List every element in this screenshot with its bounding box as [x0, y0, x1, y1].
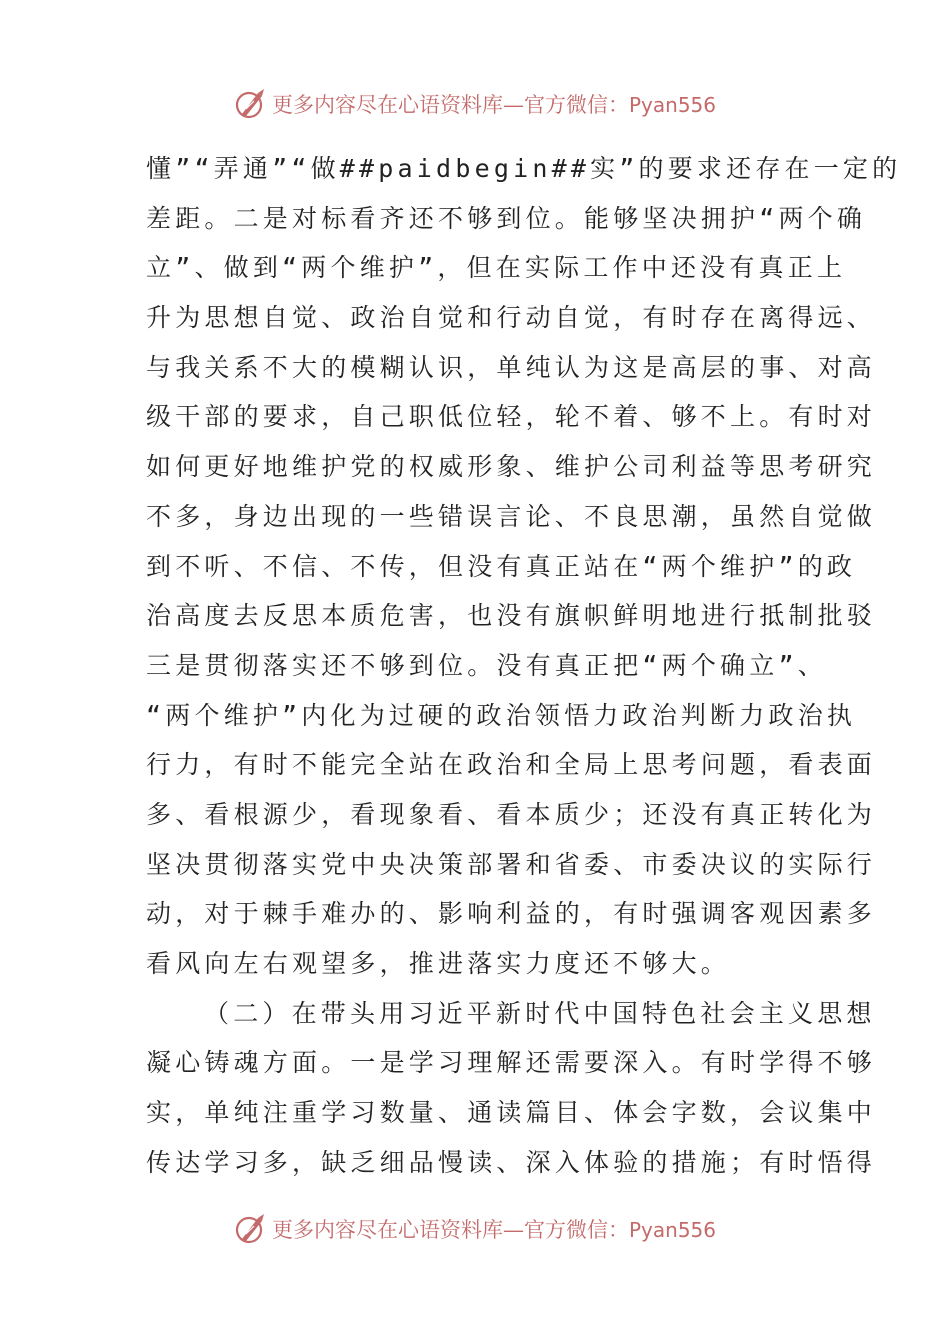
text-line: 多、看根源少，看现象看、看本质少；还没有真正转化为: [146, 799, 877, 829]
banner-handle: Pyan556: [628, 93, 716, 117]
text-line: 行力，有时不能完全站在政治和全局上思考问题，看表面: [146, 750, 877, 780]
text-line: 不多，身边出现的一些错误言论、不良思潮，虽然自觉做: [146, 501, 877, 531]
text-line: 级干部的要求，自己职低位轻，轮不着、够不上。有时对: [146, 402, 877, 432]
banner-handle: Pyan556: [628, 1218, 716, 1242]
text-line: 懂”“弄通”“做##paidbegin##实”的要求还存在一定的: [146, 154, 902, 183]
text-line: 传达学习多，缺乏细品慢读、深入体验的措施；有时悟得: [146, 1147, 877, 1177]
body-text: [146, 144, 902, 1187]
text-line: 治高度去反思本质危害，也没有旗帜鲜明地进行抵制批驳: [146, 601, 877, 631]
text-line: “两个维护”内化为过硬的政治领悟力政治判断力政治执: [146, 700, 857, 730]
text-line: 坚决贯彻落实党中央决策部署和省委、市委决议的实际行: [146, 849, 877, 879]
text-line: 到不听、不信、不传，但没有真正站在“两个维护”的政: [146, 551, 857, 581]
text-line: 看风向左右观望多，推进落实力度还不够大。: [146, 949, 731, 978]
text-line: 差距。二是对标看齐还不够到位。能够坚决拥护“两个确: [146, 203, 867, 233]
header-banner: [0, 84, 950, 124]
quill-pen-circle-icon: [234, 1212, 268, 1246]
footer-banner: [0, 1209, 950, 1249]
section-heading-line: （二）在带头用习近平新时代中国特色社会主义思想: [204, 998, 876, 1028]
text-line: 立”、做到“两个维护”，但在实际工作中还没有真正上: [146, 253, 847, 283]
banner-text: 更多内容尽在心语资料库—官方微信：Pyan556: [271, 93, 716, 117]
banner-text: 更多内容尽在心语资料库—官方微信：Pyan556: [271, 1218, 716, 1242]
text-line: 如何更好地维护党的权威形象、维护公司利益等思考研究: [146, 452, 877, 482]
text-line: 与我关系不大的模糊认识，单纯认为这是高层的事、对高: [146, 352, 877, 382]
quill-pen-circle-icon: [234, 87, 268, 121]
text-line: 三是贯彻落实还不够到位。没有真正把“两个确立”、: [146, 650, 827, 680]
text-line: 凝心铸魂方面。一是学习理解还需要深入。有时学得不够: [146, 1048, 877, 1078]
text-line: 实，单纯注重学习数量、通读篇目、体会字数，会议集中: [146, 1098, 877, 1128]
text-line: 升为思想自觉、政治自觉和行动自觉，有时存在离得远、: [146, 303, 877, 333]
text-line: 动，对于棘手难办的、影响利益的，有时强调客观因素多: [146, 899, 877, 929]
